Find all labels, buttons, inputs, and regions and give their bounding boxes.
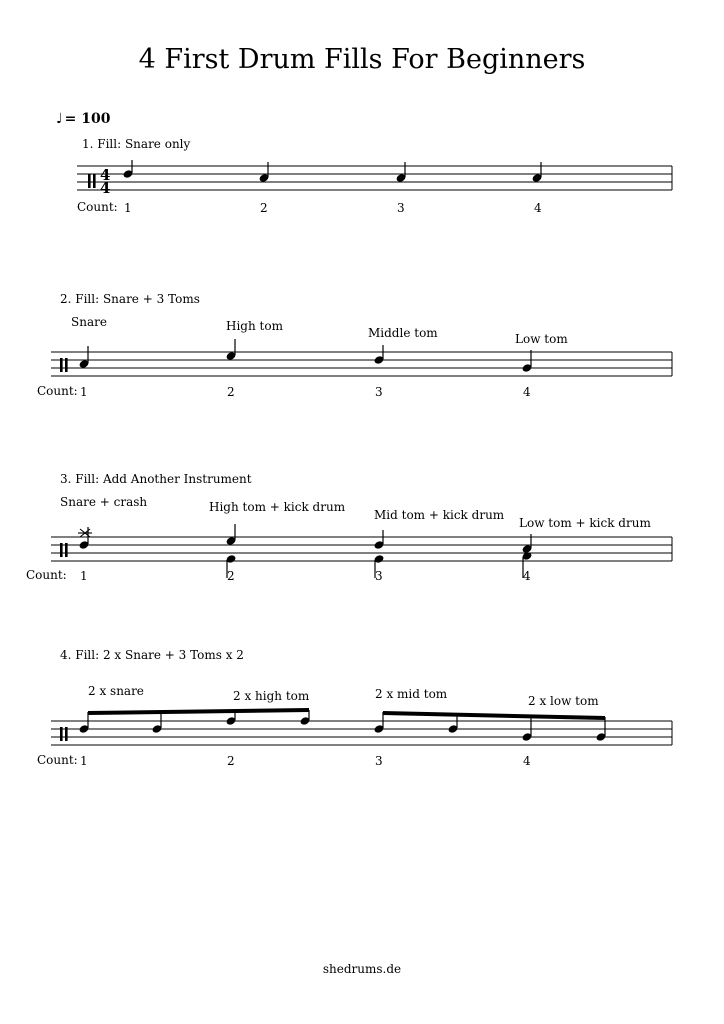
count-number: 2 bbox=[260, 201, 268, 215]
count-label: Count: bbox=[37, 384, 78, 398]
count-label: Count: bbox=[37, 753, 78, 767]
note-low-tom-kick bbox=[521, 534, 532, 578]
count-number: 3 bbox=[397, 201, 405, 215]
count-number: 4 bbox=[523, 754, 531, 768]
note-label: 2 x snare bbox=[88, 684, 144, 698]
count-number: 3 bbox=[375, 754, 383, 768]
note-snare-crash bbox=[78, 527, 92, 550]
staff-4 bbox=[51, 721, 672, 745]
note-snare bbox=[395, 162, 406, 183]
count-number: 1 bbox=[80, 569, 88, 583]
tempo-value: = 100 bbox=[64, 111, 111, 127]
count-number: 2 bbox=[227, 385, 235, 399]
note-label: Low tom + kick drum bbox=[519, 516, 651, 530]
footer-credit: shedrums.de bbox=[322, 962, 402, 976]
note-snare bbox=[122, 160, 133, 179]
note-label: Mid tom + kick drum bbox=[374, 508, 505, 522]
section-3-title: 3. Fill: Add Another Instrument bbox=[60, 472, 252, 486]
quarter-note-icon: ♩ bbox=[56, 111, 63, 127]
count-number: 1 bbox=[80, 385, 88, 399]
note-middle-tom bbox=[373, 345, 384, 365]
count-label: Count: bbox=[77, 200, 118, 214]
count-number: 4 bbox=[523, 385, 531, 399]
staff-3 bbox=[51, 537, 672, 561]
count-number: 4 bbox=[523, 569, 531, 583]
count-number: 4 bbox=[534, 201, 542, 215]
note-label: 2 x mid tom bbox=[375, 687, 448, 701]
staff-2 bbox=[51, 352, 672, 376]
note-label: High tom + kick drum bbox=[209, 500, 346, 514]
count-number: 2 bbox=[227, 569, 235, 583]
note-snare bbox=[258, 162, 269, 183]
count-number: 1 bbox=[80, 754, 88, 768]
note-label: Snare bbox=[71, 315, 107, 329]
count-label: Count: bbox=[26, 568, 67, 582]
note-snare bbox=[78, 346, 89, 369]
time-signature-top: 4 bbox=[100, 166, 111, 184]
staff-1 bbox=[77, 166, 672, 190]
note-label: Low tom bbox=[515, 332, 568, 346]
section-2-title: 2. Fill: Snare + 3 Toms bbox=[60, 292, 200, 306]
note-high-tom-kick bbox=[225, 524, 236, 578]
note-snare bbox=[531, 162, 542, 183]
note-low-tom bbox=[521, 350, 532, 373]
page-title: 4 First Drum Fills For Beginners bbox=[138, 44, 586, 75]
note-label: 2 x high tom bbox=[233, 689, 310, 703]
note-label: Snare + crash bbox=[60, 495, 148, 509]
note-label: Middle tom bbox=[368, 326, 438, 340]
section-4-title: 4. Fill: 2 x Snare + 3 Toms x 2 bbox=[60, 648, 244, 662]
percussion-clef-icon bbox=[88, 174, 96, 188]
count-number: 3 bbox=[375, 385, 383, 399]
note-label: 2 x low tom bbox=[528, 694, 599, 708]
time-signature-bottom: 4 bbox=[100, 179, 111, 197]
note-label: High tom bbox=[226, 319, 283, 333]
count-number: 1 bbox=[124, 201, 132, 215]
note-high-tom bbox=[225, 339, 236, 361]
count-number: 3 bbox=[375, 569, 383, 583]
section-1-title: 1. Fill: Snare only bbox=[82, 137, 191, 151]
count-number: 2 bbox=[227, 754, 235, 768]
